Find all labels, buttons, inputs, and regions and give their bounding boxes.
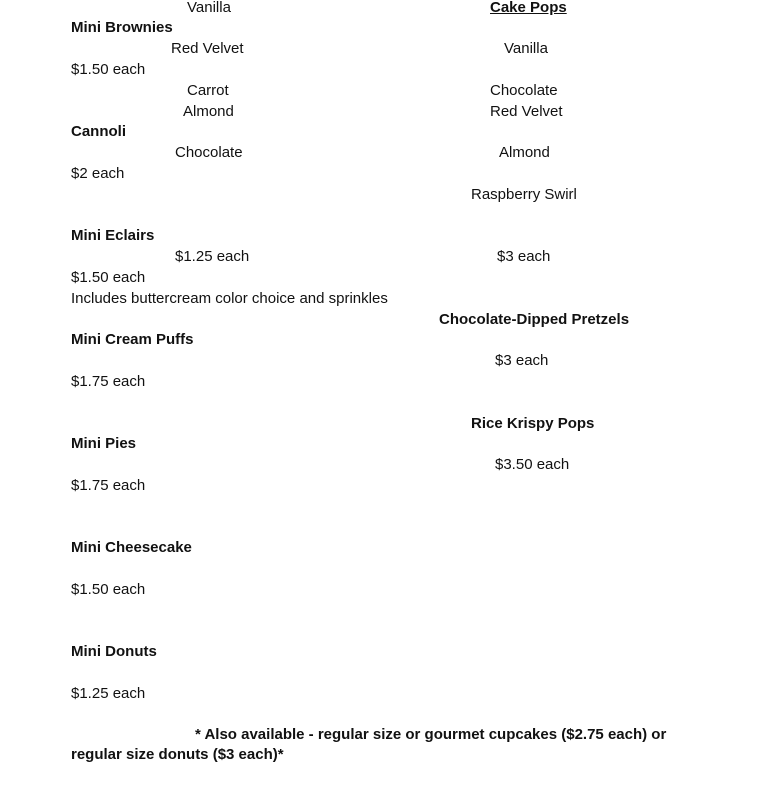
cake-pops-flavor: Chocolate xyxy=(490,82,558,99)
item-name-cannoli: Cannoli xyxy=(71,123,126,140)
item-name-cake-pops: Cake Pops xyxy=(490,0,567,16)
item-price-mini-eclairs: $1.50 each xyxy=(71,269,146,286)
item-price-rice-krispy-pops: $3.50 each xyxy=(495,456,570,473)
flavor-vanilla: Vanilla xyxy=(187,0,231,16)
cake-bites-price: $1.25 each xyxy=(175,248,250,265)
flavor-red-velvet: Red Velvet xyxy=(171,40,244,57)
item-price-chocolate-dipped-pretzels: $3 each xyxy=(495,352,549,369)
item-name-mini-pies: Mini Pies xyxy=(71,435,137,452)
item-price-mini-cheesecake: $1.50 each xyxy=(71,581,146,598)
flavor-carrot: Carrot xyxy=(187,82,229,99)
item-price-cannoli: $2 each xyxy=(71,165,125,182)
buttercream-note: Includes buttercream color choice and sprinkles xyxy=(71,290,388,307)
item-price-mini-cream-puffs: $1.75 each xyxy=(71,373,146,390)
item-price-mini-brownies: $1.50 each xyxy=(71,61,146,78)
item-name-mini-cream-puffs: Mini Cream Puffs xyxy=(71,331,194,348)
flavor-chocolate: Chocolate xyxy=(175,144,243,161)
footer-note: * Also available - regular size or gourmet cupcakes ($2.75 each) or regular size donuts ($3 each)* xyxy=(71,726,667,763)
cake-pops-flavor: Raspberry Swirl xyxy=(471,186,577,203)
item-price-cake-pops: $3 each xyxy=(497,248,551,265)
item-name-mini-cheesecake: Mini Cheesecake xyxy=(71,539,192,556)
item-name-mini-eclairs: Mini Eclairs xyxy=(71,227,155,244)
item-name-mini-donuts: Mini Donuts xyxy=(71,643,157,660)
flavor-almond: Almond xyxy=(183,103,234,120)
item-name-rice-krispy-pops: Rice Krispy Pops xyxy=(471,415,595,432)
item-price-mini-donuts: $1.25 each xyxy=(71,685,146,702)
item-price-mini-pies: $1.75 each xyxy=(71,477,146,494)
item-name-chocolate-dipped-pretzels: Chocolate-Dipped Pretzels xyxy=(439,311,630,328)
item-name-mini-brownies: Mini Brownies xyxy=(71,19,173,36)
cake-pops-flavor: Red Velvet xyxy=(490,103,563,120)
cake-pops-flavor: Almond xyxy=(499,144,550,161)
cake-pops-flavor: Vanilla xyxy=(504,40,548,57)
